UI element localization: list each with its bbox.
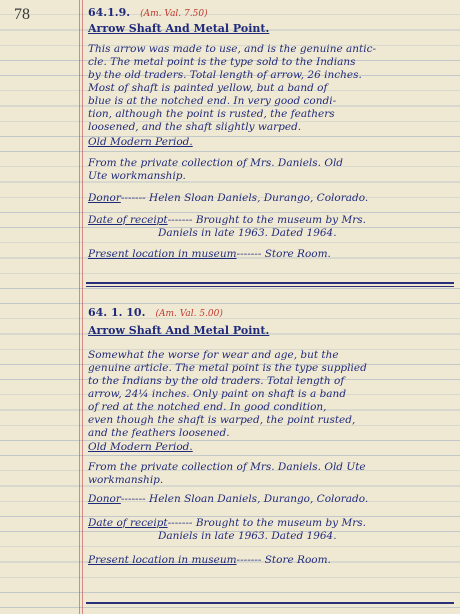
description-line: Most of shaft is painted yellow, but a band of	[88, 82, 328, 94]
donor-label: Donor	[88, 493, 121, 505]
collection-line: From the private collection of Mrs. Daniels. Old Ute	[88, 461, 366, 473]
description-line: This arrow was made to use, and is the genuine antic-	[88, 43, 377, 55]
description-line: of red at the notched end. In good condition,	[88, 401, 327, 413]
location-label: Present location in museum	[88, 554, 237, 566]
valuation: (Am. Val. 7.50)	[140, 9, 208, 19]
description-line: and the feathers loosened.	[88, 427, 230, 439]
leader-dots: -------	[120, 192, 146, 204]
receipt-label: Date of receipt	[88, 517, 168, 529]
catalog-number: 64.1.9.	[88, 6, 131, 19]
description-line: tion, although the point is rusted, the feathers	[88, 108, 335, 120]
description-line: to the Indians by the old traders. Total length of	[88, 375, 345, 387]
receipt-line	[88, 214, 366, 227]
leader-dots: -------	[167, 214, 193, 226]
receipt-value: Brought to the museum by Mrs.	[195, 214, 366, 226]
catalog-number: 64. 1. 10.	[88, 306, 146, 319]
entry-title: Arrow Shaft And Metal Point.	[88, 22, 270, 35]
collection-line: workmanship.	[88, 474, 164, 486]
bottom-divider	[86, 602, 454, 604]
donor-line	[88, 192, 368, 205]
description-line: genuine article. The metal point is the type supplied	[88, 362, 367, 374]
collection-line: From the private collection of Mrs. Daniels. Old	[88, 157, 344, 169]
location-line	[88, 248, 331, 261]
receipt-value: Brought to the museum by Mrs.	[195, 517, 366, 529]
section-divider	[86, 286, 454, 287]
entry-title: Arrow Shaft And Metal Point.	[88, 324, 270, 337]
receipt-label: Date of receipt	[88, 214, 168, 226]
donor-value: Helen Sloan Daniels, Durango, Colorado.	[149, 493, 369, 505]
receipt-line-2: Daniels in late 1963. Dated 1964.	[158, 227, 337, 239]
donor-value: Helen Sloan Daniels, Durango, Colorado.	[149, 192, 369, 204]
period: Old Modern Period.	[88, 441, 193, 453]
donor-label: Donor	[88, 192, 121, 204]
location-line	[88, 554, 331, 567]
location-label: Present location in museum	[88, 248, 237, 260]
description-line: loosened, and the shaft slightly warped.	[88, 121, 302, 133]
location-value: Store Room.	[264, 248, 331, 260]
description-line: by the old traders. Total length of arrow, 26 inches.	[88, 69, 362, 81]
description-line: arrow, 24¼ inches. Only paint on shaft is a band	[88, 388, 347, 400]
receipt-line-2: Daniels in late 1963. Dated 1964.	[158, 530, 337, 542]
location-value: Store Room.	[264, 554, 331, 566]
description-line: Somewhat the worse for wear and age, but the	[88, 349, 339, 361]
leader-dots: -------	[236, 554, 262, 566]
section-divider	[86, 282, 454, 284]
entry-header	[88, 306, 223, 321]
leader-dots: -------	[236, 248, 262, 260]
period: Old Modern Period.	[88, 136, 193, 148]
receipt-line	[88, 517, 366, 530]
description-line: blue is at the notched end. In very good condi-	[88, 95, 337, 107]
collection-line: Ute workmanship.	[88, 170, 186, 182]
entry-header	[88, 6, 208, 21]
description-line: cle. The metal point is the type sold to the Indians	[88, 56, 356, 68]
leader-dots: -------	[120, 493, 146, 505]
leader-dots: -------	[167, 517, 193, 529]
page-number: 78	[14, 6, 30, 23]
donor-line	[88, 493, 368, 506]
valuation: (Am. Val. 5.00)	[155, 309, 223, 319]
description-line: even though the shaft is warped, the point rusted,	[88, 414, 356, 426]
